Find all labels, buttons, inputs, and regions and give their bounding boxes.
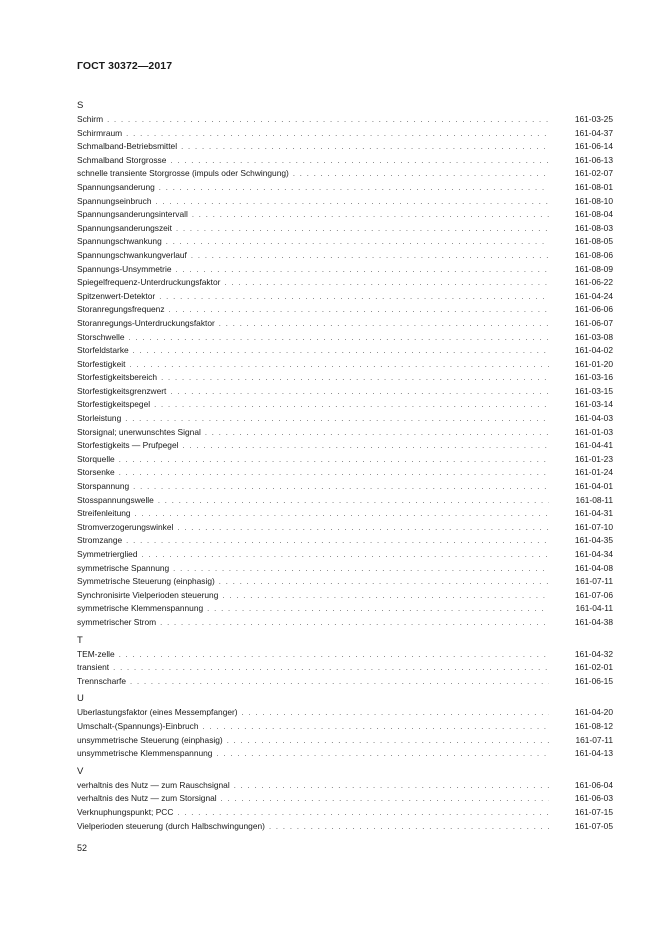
entry-code: 161-03-16	[574, 372, 613, 383]
entry-code: 161-04-02	[574, 345, 613, 356]
dot-leader	[205, 426, 549, 440]
entry-term: Trennscharfe	[77, 675, 127, 686]
entry-term: verhaltnis des Nutz — zum Storsignal	[77, 793, 217, 804]
dot-leader	[154, 398, 549, 412]
index-entry	[77, 747, 613, 761]
entry-term: Storfestigkeitspegel	[77, 399, 151, 410]
entry-code: 161-06-15	[574, 675, 613, 686]
entry-code: 161-04-34	[574, 549, 613, 559]
index-entry	[77, 249, 613, 263]
entry-code: 161-07-05	[574, 820, 613, 831]
entry-term: Symmetrierglied	[77, 549, 138, 559]
entry-term: Spannungschwankung	[77, 236, 162, 247]
dot-leader	[126, 534, 549, 548]
dot-leader	[128, 331, 549, 345]
dot-leader	[234, 779, 549, 793]
entry-term: Storfestigkeits — Prufpegel	[77, 440, 179, 451]
entry-code: 161-04-11	[575, 603, 613, 614]
entry-code: 161-06-06	[574, 304, 613, 315]
entry-code: 161-06-04	[574, 779, 613, 790]
index-entry	[77, 358, 613, 372]
entry-code: 161-04-20	[574, 707, 613, 718]
dot-leader	[126, 127, 549, 141]
index-entry	[77, 602, 613, 616]
dot-leader	[129, 358, 549, 372]
index-entry	[77, 453, 613, 467]
page-header: ГОСТ 30372—2017	[77, 60, 173, 72]
entry-code: 161-04-24	[574, 290, 613, 301]
entry-code: 161-01-03	[574, 426, 613, 437]
entry-term: Schirm	[77, 114, 104, 124]
index-entry	[77, 720, 613, 734]
entry-code: 161-07-11	[575, 734, 613, 745]
dot-leader	[142, 548, 549, 562]
dot-leader	[224, 276, 549, 290]
index-entry	[77, 398, 613, 412]
entry-code: 161-06-13	[574, 154, 613, 165]
dot-leader	[158, 494, 549, 508]
entry-term: symmetrischer Strom	[77, 616, 157, 627]
dot-leader	[133, 480, 549, 494]
entry-code: 161-03-08	[574, 331, 613, 342]
entry-term: Verknuphungspunkt; PCC	[77, 806, 174, 817]
index-entry	[77, 276, 613, 290]
dot-leader	[192, 208, 549, 222]
entry-term: symmetrische Spannung	[77, 562, 170, 573]
entry-term: Storfeldstarke	[77, 345, 129, 356]
entry-code: 161-04-08	[574, 562, 613, 573]
entry-term: Schmalband-Betriebsmittel	[77, 141, 178, 152]
index-entry	[77, 303, 613, 317]
index-entry	[77, 806, 613, 820]
entry-term: Storsignal; unerwunschtes Signal	[77, 426, 201, 437]
index-entry	[77, 792, 613, 806]
entry-term: Schmalband Storgrosse	[77, 154, 167, 165]
entry-code: 161-04-32	[574, 648, 613, 659]
entry-term: unsymmetrische Steuerung (einphasig)	[77, 734, 223, 745]
entry-term: schnelle transiente Storgrosse (impuls oder Schwingung)	[77, 168, 289, 179]
dot-leader	[156, 195, 549, 209]
entry-term: Spannungsanderungszeit	[77, 222, 172, 233]
dot-leader	[170, 385, 549, 399]
dot-leader	[219, 317, 549, 331]
index-entry	[77, 480, 613, 494]
index-entry	[77, 466, 613, 480]
index-entry	[77, 616, 613, 630]
dot-leader	[293, 167, 549, 181]
entry-term: Stromzange	[77, 535, 123, 546]
index-entry	[77, 181, 613, 195]
entry-term: Storfestigkeitsbereich	[77, 372, 158, 383]
index-entry	[77, 575, 613, 589]
entry-code: 161-07-15	[574, 806, 613, 817]
entry-term: transient	[77, 662, 110, 673]
entry-term: Spannungs-Unsymmetrie	[77, 263, 172, 274]
entry-term: Spannungsanderung	[77, 181, 155, 192]
entry-term: Storquelle	[77, 453, 115, 464]
index-entry	[77, 675, 613, 689]
entry-code: 161-04-37	[574, 127, 613, 138]
dot-leader	[113, 661, 549, 675]
dot-leader	[159, 181, 549, 195]
entry-term: Stromverzogerungswinkel	[77, 521, 174, 532]
dot-leader	[222, 589, 549, 603]
dot-leader	[176, 263, 550, 277]
index-entry	[77, 113, 613, 127]
index-entry	[77, 127, 613, 141]
index-entry	[77, 734, 613, 748]
entry-code: 161-04-01	[574, 481, 613, 492]
entry-code: 161-01-24	[574, 467, 613, 478]
dot-leader	[173, 562, 549, 576]
entry-code: 161-08-06	[574, 249, 613, 260]
entry-code: 161-03-14	[574, 399, 613, 410]
entry-code: 161-04-03	[574, 413, 613, 424]
index-entry	[77, 820, 613, 834]
page-number: 52	[77, 843, 88, 853]
index-entry	[77, 371, 613, 385]
dot-leader	[191, 249, 549, 263]
entry-code: 161-06-07	[574, 317, 613, 328]
entry-term: Uberlastungsfaktor (eines Messempfanger)	[77, 707, 238, 718]
entry-code: 161-03-15	[574, 385, 613, 396]
index-entry	[77, 648, 613, 662]
entry-code: 161-04-35	[574, 535, 613, 546]
index-entry	[77, 344, 613, 358]
entry-code: 161-08-01	[574, 181, 613, 192]
index-entry	[77, 290, 613, 304]
dot-leader	[161, 371, 549, 385]
dot-leader	[125, 412, 549, 426]
index-entry	[77, 317, 613, 331]
index-entry	[77, 195, 613, 209]
index-entry	[77, 548, 613, 562]
entry-code: 161-08-05	[574, 236, 613, 247]
entry-term: unsymmetrische Klemmenspannung	[77, 748, 213, 759]
index-entry	[77, 154, 613, 168]
entry-term: Spiegelfrequenz-Unterdruckungsfaktor	[77, 277, 221, 288]
entry-term: Storspannung	[77, 481, 130, 492]
dot-leader	[170, 154, 549, 168]
dot-leader	[119, 466, 549, 480]
dot-leader	[130, 675, 549, 689]
dot-leader	[135, 507, 549, 521]
index-entry	[77, 208, 613, 222]
entry-term: Streifenleitung	[77, 508, 131, 519]
entry-code: 161-08-12	[574, 720, 613, 731]
entry-code: 161-01-20	[574, 358, 613, 369]
entry-term: Storleistung	[77, 413, 122, 424]
entry-code: 161-04-38	[574, 616, 613, 627]
dot-leader	[177, 806, 549, 820]
entry-code: 161-08-10	[574, 195, 613, 206]
dot-leader	[119, 453, 549, 467]
index-entry	[77, 140, 613, 154]
entry-term: Storanregungs-Unterdruckungsfaktor	[77, 317, 215, 328]
index-entry	[77, 706, 613, 720]
index-entry	[77, 534, 613, 548]
dot-leader	[169, 303, 549, 317]
index-entry	[77, 439, 613, 453]
entry-term: Spitzenwert-Detektor	[77, 290, 156, 301]
dot-leader	[216, 747, 549, 761]
index-entry	[77, 222, 613, 236]
entry-term: Spannungsanderungsintervall	[77, 209, 188, 220]
index-entry	[77, 507, 613, 521]
entry-code: 161-08-04	[574, 209, 613, 220]
dot-leader	[160, 616, 549, 630]
dot-leader	[207, 602, 549, 616]
entry-code: 161-07-10	[574, 521, 613, 532]
dot-leader	[269, 820, 549, 834]
entry-term: Spannungseinbruch	[77, 195, 152, 206]
index-entry	[77, 426, 613, 440]
entry-term: Spannungschwankungverlauf	[77, 249, 187, 260]
dot-leader	[219, 575, 549, 589]
entry-term: Storschwelle	[77, 331, 125, 342]
index-entry	[77, 235, 613, 249]
entry-term: verhaltnis des Nutz — zum Rauschsignal	[77, 779, 230, 790]
index-entry	[77, 562, 613, 576]
entry-code: 161-07-11	[575, 576, 613, 587]
dot-leader	[133, 344, 549, 358]
index-entry	[77, 521, 613, 535]
index-entry	[77, 412, 613, 426]
entry-term: Storsenke	[77, 467, 115, 478]
dot-leader	[182, 439, 549, 453]
entry-term: TEM-zelle	[77, 648, 115, 659]
index-entry	[77, 385, 613, 399]
dot-leader	[242, 706, 549, 720]
index-entry	[77, 494, 613, 508]
entry-term: symmetrische Klemmenspannung	[77, 603, 204, 614]
entry-term: Symmetrische Steuerung (einphasig)	[77, 576, 215, 587]
entry-code: 161-08-09	[574, 263, 613, 274]
dot-leader	[176, 222, 549, 236]
entry-term: Synchronisirte Vielperioden steuerung	[77, 589, 219, 600]
entry-code: 161-07-06	[574, 589, 613, 600]
entry-code: 161-06-22	[574, 277, 613, 288]
dot-leader	[107, 113, 549, 127]
index-entry	[77, 779, 613, 793]
entry-code: 161-08-11	[575, 494, 613, 505]
index-entry	[77, 331, 613, 345]
section-letter: U	[77, 693, 84, 705]
dot-leader	[166, 235, 549, 249]
index-entry	[77, 263, 613, 277]
section-letter: T	[77, 634, 83, 646]
entry-term: Storfestigkeitsgrenzwert	[77, 385, 167, 396]
entry-code: 161-04-31	[574, 508, 613, 519]
entry-term: Storanregungsfrequenz	[77, 304, 165, 315]
entry-code: 161-03-25	[574, 114, 613, 124]
index-entry	[77, 661, 613, 675]
entry-term: Stosspannungswelle	[77, 494, 154, 505]
dot-leader	[159, 290, 549, 304]
entry-term: Schirmraum	[77, 127, 123, 138]
entry-code: 161-06-14	[574, 141, 613, 152]
section-letter: S	[77, 100, 84, 111]
entry-code: 161-01-23	[574, 453, 613, 464]
index-entry	[77, 589, 613, 603]
dot-leader	[119, 648, 549, 662]
entry-code: 161-08-03	[574, 222, 613, 233]
entry-term: Storfestigkeit	[77, 358, 126, 369]
entry-code: 161-04-41	[574, 440, 613, 451]
entry-term: Umschalt-(Spannungs)-Einbruch	[77, 720, 199, 731]
dot-leader	[177, 521, 549, 535]
entry-term: Vielperioden steuerung (durch Halbschwingungen)	[77, 820, 265, 831]
dot-leader	[221, 792, 549, 806]
term-index	[77, 95, 613, 833]
dot-leader	[227, 734, 549, 748]
entry-code: 161-02-01	[574, 662, 613, 673]
dot-leader	[203, 720, 550, 734]
section-letter: V	[77, 765, 84, 777]
entry-code: 161-04-13	[574, 748, 613, 759]
index-entry	[77, 167, 613, 181]
dot-leader	[181, 140, 549, 154]
entry-code: 161-06-03	[574, 793, 613, 804]
entry-code: 161-02-07	[574, 168, 613, 179]
